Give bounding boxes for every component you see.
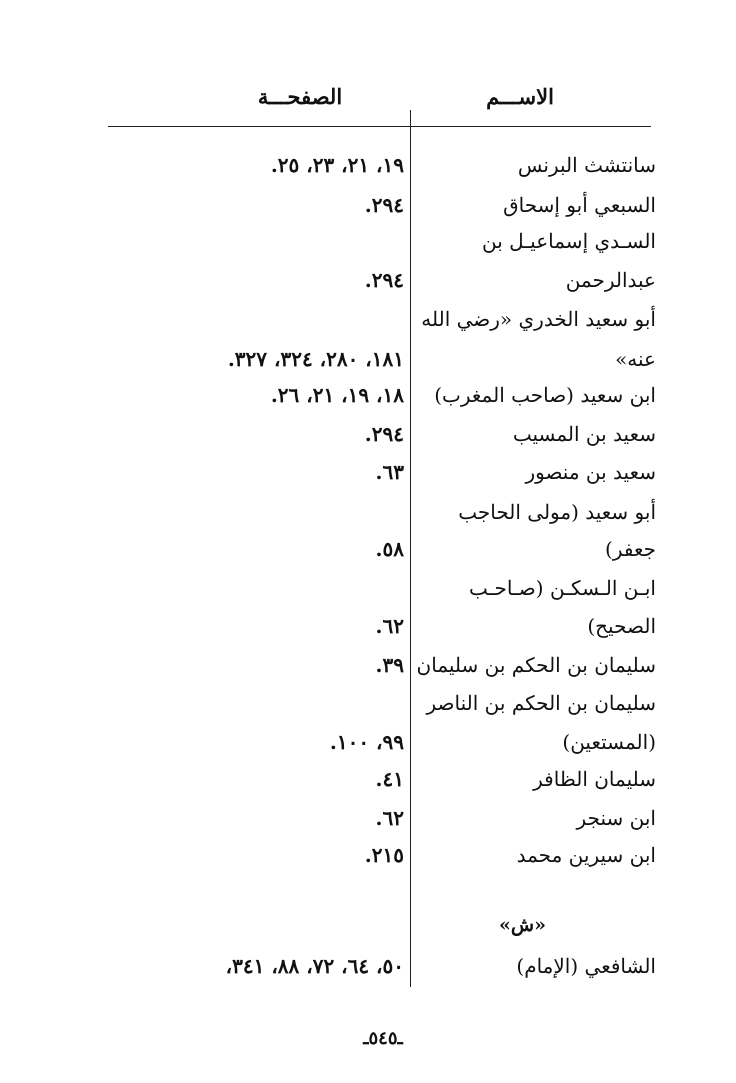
index-entry-name: ابن سنجر (576, 806, 656, 830)
index-entry-pages: ٤١. (375, 767, 404, 791)
index-entry-name: ابن سيرين محمد (516, 843, 656, 867)
index-entry-name: السبعي أبو إسحاق (503, 193, 656, 217)
index-entry-name: عبدالرحمن (565, 268, 656, 292)
column-header-page: الصفحـــة (257, 84, 343, 109)
index-entry-pages: ٦٣. (375, 460, 404, 484)
index-entry-name: (المستعين) (562, 730, 656, 754)
section-letter: «ش» (499, 914, 546, 936)
index-entry-pages: ٢١٥. (364, 843, 404, 867)
index-entry-pages: ٦٢. (375, 614, 404, 638)
index-entry-name: الشافعي (الإمام) (516, 954, 656, 978)
index-entry-pages: ٥٨. (375, 537, 404, 561)
index-entry-name: سعيد بن منصور (525, 460, 656, 484)
index-entry-pages: ١٨، ١٩، ٢١، ٢٦. (270, 383, 404, 407)
index-entry-name: جعفر) (605, 537, 656, 561)
index-entry-name: سليمان الظافر (533, 767, 656, 791)
index-entry-pages (154, 222, 404, 260)
index-entry-pages (154, 569, 404, 607)
page-number: ـ٥٤٥ـ (363, 1028, 403, 1049)
index-entry-pages: ٢٩٤. (364, 422, 404, 446)
index-entry-pages: ١٨١، ٢٨٠، ٣٢٤، ٣٢٧. (227, 347, 404, 371)
index-entry-pages (154, 493, 404, 531)
index-entry-name: أبو سعيد الخدري «رضي الله (421, 307, 656, 331)
index-entry-pages: ٦٢. (375, 806, 404, 830)
index-entry-name: سانتشث البرنس (517, 153, 656, 177)
index-entry-pages (154, 300, 404, 338)
index-entry-pages: ٣٩. (375, 653, 404, 677)
index-entry-pages: ٢٩٤. (364, 268, 404, 292)
index-entry-name: سليمان بن الحكم بن سليمان (416, 653, 656, 677)
index-entry-name: الصحيح) (587, 614, 656, 638)
index-entry-name: سليمان بن الحكم بن الناصر (426, 691, 656, 715)
index-entry-pages: ٥٠، ٦٤، ٧٢، ٨٨، ٣٤١، (225, 954, 404, 978)
index-entry-pages: ٢٩٤. (364, 193, 404, 217)
column-header-name: الاســـم (486, 84, 554, 109)
index-entry-pages: ١٩، ٢١، ٢٣، ٢٥. (270, 153, 404, 177)
index-entry-name: أبو سعيد (مولى الحاجب (458, 500, 656, 524)
index-entry-pages: ٩٩، ١٠٠. (329, 730, 404, 754)
index-entry-name: سعيد بن المسيب (512, 422, 656, 446)
index-entry-pages (154, 684, 404, 722)
index-entry-name: السـدي إسماعيـل بن (482, 229, 656, 253)
index-entry-name: ابن سعيد (صاحب المغرب) (434, 383, 656, 407)
index-entry-name: عنه» (615, 347, 656, 371)
index-entry-name: ابـن الـسكـن (صـاحـب (468, 576, 656, 600)
